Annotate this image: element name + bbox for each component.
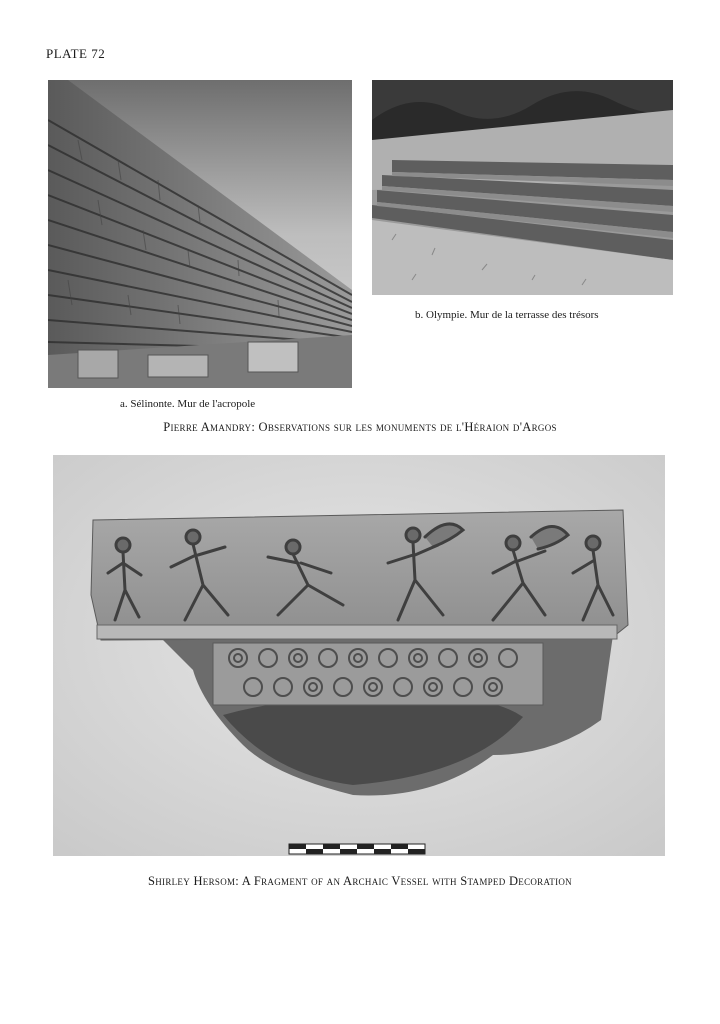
photo-archaic-vessel-fragment	[53, 455, 665, 856]
photo-olympia-treasury-terrace	[372, 80, 673, 295]
article-title-hersom: Shirley Hersom: A Fragment of an Archaic Vessel with Stamped Decoration	[147, 874, 572, 888]
caption-figure-b: b. Olympie. Mur de la terrasse des trésors	[415, 309, 599, 321]
article-title-amandry: Pierre Amandry: Observations sur les monuments de l'Héraion d'Argos	[163, 420, 557, 434]
caption-figure-a: a. Sélinonte. Mur de l'acropole	[120, 398, 256, 410]
plate-number: PLATE 72	[46, 46, 106, 61]
photo-selinus-acropolis-wall	[48, 80, 352, 388]
